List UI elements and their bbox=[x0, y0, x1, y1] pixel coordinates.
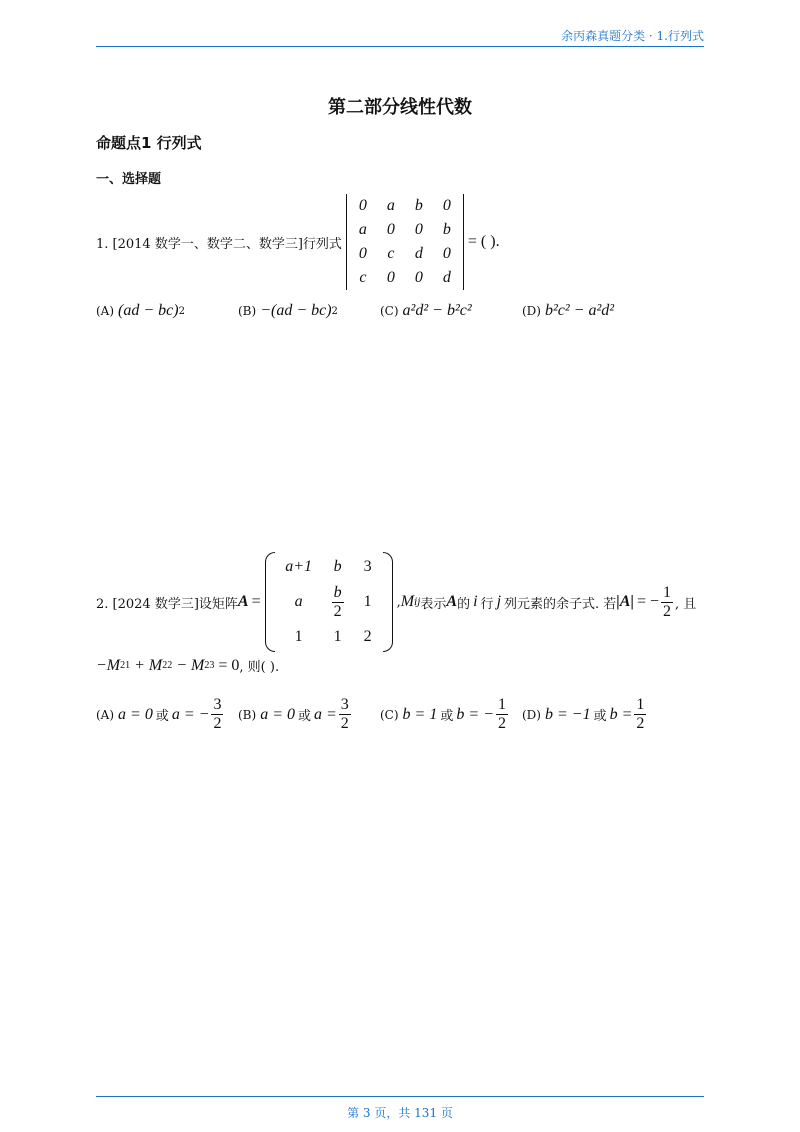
det-cell: d bbox=[442, 269, 451, 286]
equals-minus: = − bbox=[637, 593, 660, 610]
option-label: (D) bbox=[522, 304, 541, 318]
option-expr: b = 1 bbox=[402, 705, 438, 723]
option-expr: a = 0 bbox=[118, 705, 153, 723]
option-expr: a = bbox=[314, 705, 337, 723]
fraction bbox=[496, 696, 508, 733]
det-cell: 0 bbox=[386, 269, 395, 286]
option-sup: 2 bbox=[331, 305, 338, 317]
option-label: (A) bbox=[96, 304, 115, 318]
fraction-denominator: 2 bbox=[497, 715, 506, 732]
q2-option-d[interactable] bbox=[522, 696, 648, 733]
fraction-numerator: 1 bbox=[636, 696, 645, 713]
matrix-symbol: A bbox=[446, 593, 458, 610]
fraction-numerator: b bbox=[333, 583, 342, 601]
q2-option-b[interactable] bbox=[238, 696, 380, 733]
det-cell: 0 bbox=[358, 197, 367, 214]
option-expr: b²c² − a²d² bbox=[544, 302, 615, 319]
q1-option-a[interactable] bbox=[96, 302, 238, 320]
option-label: (A) bbox=[96, 707, 115, 722]
q2-options bbox=[96, 696, 648, 733]
fraction bbox=[661, 584, 673, 621]
minor-subscript: 23 bbox=[204, 660, 215, 671]
option-expr: (ad − bc) bbox=[118, 302, 179, 319]
q2-line-2 bbox=[96, 656, 279, 675]
fraction bbox=[634, 696, 646, 733]
option-expr: b = −1 bbox=[544, 705, 591, 723]
option-label: (C) bbox=[380, 304, 399, 318]
index-i: i bbox=[473, 593, 478, 610]
matrix-cell: 1 bbox=[294, 628, 303, 645]
left-paren bbox=[265, 552, 275, 652]
option-expr: −(ad − bc) bbox=[260, 302, 332, 319]
matrix-symbol: A bbox=[237, 593, 249, 610]
option-label: (C) bbox=[380, 707, 399, 722]
det-cell: b bbox=[414, 197, 423, 214]
page-number: 第 3 页，共 131 页 bbox=[347, 1106, 453, 1120]
det-cell: 0 bbox=[414, 269, 423, 286]
option-label: (D) bbox=[522, 707, 541, 722]
matrix-cell: b bbox=[333, 558, 342, 575]
q2-prefix: 2. [2024 数学三]设矩阵 bbox=[96, 596, 238, 612]
determinant-abs: |A| bbox=[616, 593, 634, 610]
fraction-numerator: 1 bbox=[663, 583, 672, 601]
option-expr: a = 0 bbox=[260, 705, 295, 723]
fraction-denominator: 2 bbox=[340, 715, 349, 732]
running-header: 余丙森真题分类 · 1.行列式 bbox=[561, 29, 704, 43]
header-divider bbox=[96, 46, 704, 47]
option-sup: 2 bbox=[178, 305, 185, 317]
fraction-denominator: 2 bbox=[213, 715, 222, 732]
q1-options bbox=[96, 302, 614, 320]
q1-option-b[interactable] bbox=[238, 302, 380, 320]
minor-subscript: 22 bbox=[162, 660, 173, 671]
matrix-cell: a bbox=[294, 593, 303, 610]
option-or: 或 bbox=[297, 709, 311, 724]
q2-option-a[interactable] bbox=[96, 696, 238, 733]
matrix-cell: 3 bbox=[363, 558, 372, 575]
matrix-cell: 1 bbox=[363, 593, 372, 610]
det-cell: a bbox=[358, 221, 367, 238]
q2-text: 表示 bbox=[420, 596, 447, 612]
det-cell: d bbox=[414, 245, 423, 262]
q2-text: 列元素的余子式. 若 bbox=[504, 596, 617, 612]
q1-option-c[interactable] bbox=[380, 302, 522, 320]
matrix-cell: 1 bbox=[333, 628, 342, 645]
option-or: 或 bbox=[440, 709, 454, 724]
fraction-denominator: 2 bbox=[636, 715, 645, 732]
det-cell: a bbox=[386, 197, 395, 214]
det-cell: c bbox=[387, 245, 395, 262]
section-title: 一、选择题 bbox=[96, 172, 162, 187]
option-label: (B) bbox=[238, 707, 257, 722]
minor-symbol: M bbox=[400, 593, 415, 610]
fraction-denominator: 2 bbox=[663, 602, 672, 620]
question-1 bbox=[96, 194, 500, 290]
minor-term: −M bbox=[96, 656, 121, 674]
option-expr: b = bbox=[609, 705, 633, 723]
equals-zero: = 0 bbox=[214, 656, 240, 674]
det-cell: 0 bbox=[442, 245, 451, 262]
q1-suffix: = ( ). bbox=[467, 233, 500, 250]
q2-tail: , 则( ). bbox=[239, 660, 280, 675]
q2-matrix bbox=[265, 552, 393, 652]
option-expr: b = − bbox=[456, 705, 494, 723]
fraction-numerator: 3 bbox=[213, 696, 222, 713]
q2-text: 的 bbox=[457, 596, 471, 612]
det-cell: b bbox=[442, 221, 451, 238]
footer-divider bbox=[96, 1096, 704, 1097]
fraction bbox=[339, 696, 351, 733]
q2-text: , bbox=[396, 594, 401, 610]
q1-option-d[interactable] bbox=[522, 302, 614, 320]
option-expr: a²d² − b²c² bbox=[402, 302, 472, 319]
matrix-cell: 2 bbox=[363, 628, 372, 645]
right-paren bbox=[383, 552, 393, 652]
topic-title: 命题点1 行列式 bbox=[96, 134, 202, 152]
det-cell: c bbox=[359, 269, 367, 286]
question-2 bbox=[96, 552, 696, 652]
option-or: 或 bbox=[593, 709, 607, 724]
det-cell: 0 bbox=[414, 221, 423, 238]
det-cell: 0 bbox=[358, 245, 367, 262]
fraction-numerator: 1 bbox=[497, 696, 506, 713]
det-cell: 0 bbox=[442, 197, 451, 214]
minor-subscript: 21 bbox=[120, 660, 131, 671]
fraction-numerator: 3 bbox=[340, 696, 349, 713]
minor-term: + M bbox=[130, 656, 163, 674]
option-expr: a = − bbox=[171, 705, 210, 723]
equals-sign: = bbox=[251, 593, 261, 610]
q1-determinant bbox=[346, 194, 464, 290]
minor-term: − M bbox=[172, 656, 205, 674]
det-cell: 0 bbox=[386, 221, 395, 238]
fraction bbox=[211, 696, 223, 733]
q2-option-c[interactable] bbox=[380, 696, 522, 733]
part-title: 第二部分线性代数 bbox=[328, 97, 472, 118]
matrix-cell-fraction bbox=[321, 582, 355, 622]
fraction-denominator: 2 bbox=[333, 602, 342, 620]
index-j: j bbox=[496, 593, 502, 610]
minor-subscript: ij bbox=[414, 596, 421, 608]
q2-text: 行 bbox=[480, 596, 494, 612]
matrix-cell: a+1 bbox=[285, 558, 312, 575]
option-label: (B) bbox=[238, 304, 257, 318]
q1-prefix: 1. [2014 数学一、数学二、数学三]行列式 bbox=[96, 236, 342, 252]
q2-text: , 且 bbox=[675, 596, 697, 612]
option-or: 或 bbox=[155, 709, 169, 724]
